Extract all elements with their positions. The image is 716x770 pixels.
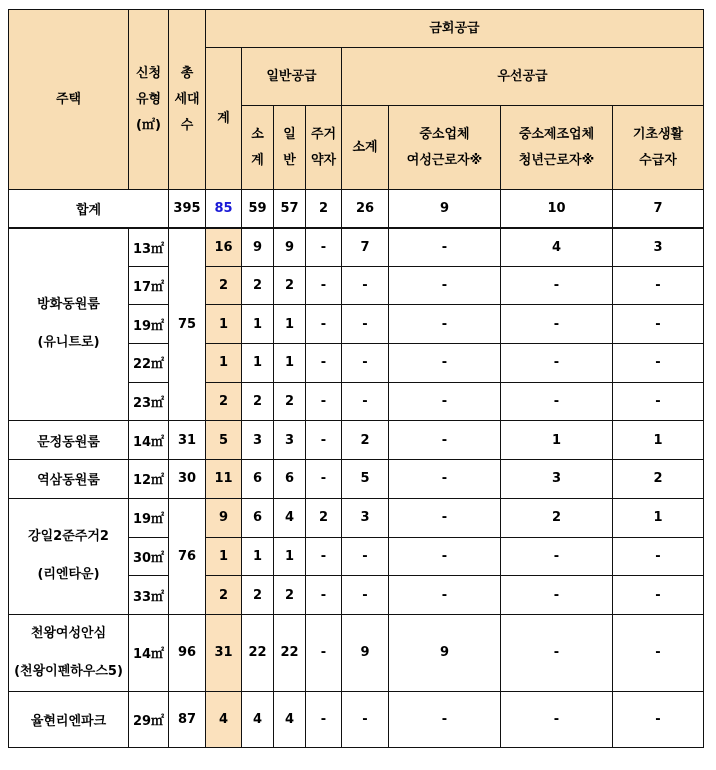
youth-cell: - [501, 344, 613, 383]
area-cell: 33㎡ [129, 576, 169, 615]
youth-cell: - [501, 576, 613, 615]
table-row [9, 228, 704, 267]
units-cell: 30 [169, 460, 206, 499]
vuln-cell: - [306, 382, 342, 421]
area-cell: 12㎡ [129, 460, 169, 499]
table-row-total [9, 190, 704, 228]
gen-cell: 4 [274, 498, 306, 537]
vuln-cell: - [306, 460, 342, 499]
area-cell: 30㎡ [129, 537, 169, 576]
total-cell: 11 [206, 460, 242, 499]
housing-name: 방화동원룸 (유니트로) [9, 228, 129, 421]
total-gen-sub: 59 [242, 190, 274, 228]
gen-cell: 1 [274, 344, 306, 383]
gen-cell: 22 [274, 614, 306, 691]
table-row [9, 614, 704, 691]
table-row [9, 421, 704, 460]
women-cell: - [389, 421, 501, 460]
vuln-cell: - [306, 305, 342, 344]
header-pri-sme-youth: 중소제조업체 청년근로자※ [501, 106, 613, 190]
youth-cell: 1 [501, 421, 613, 460]
total-cell: 9 [206, 498, 242, 537]
pri-sub-cell: - [342, 691, 389, 747]
vuln-cell: - [306, 537, 342, 576]
total-cell: 2 [206, 576, 242, 615]
pri-sub-cell: 7 [342, 228, 389, 267]
pri-sub-cell: - [342, 266, 389, 305]
total-count: 85 [206, 190, 242, 228]
gen-sub-cell: 4 [242, 691, 274, 747]
housing-name: 율현리엔파크 [9, 691, 129, 747]
header-apply-type: 신청 유형 (㎡) [129, 10, 169, 190]
units-cell: 75 [169, 228, 206, 421]
housing-name: 문정동원룸 [9, 421, 129, 460]
basic-cell: - [613, 382, 704, 421]
youth-cell: 3 [501, 460, 613, 499]
area-cell: 14㎡ [129, 614, 169, 691]
total-label: 합계 [9, 190, 169, 228]
header-priority-supply: 우선공급 [342, 48, 704, 106]
header-current-supply: 금회공급 [206, 10, 704, 48]
pri-sub-cell: - [342, 382, 389, 421]
total-gen: 57 [274, 190, 306, 228]
pri-sub-cell: 3 [342, 498, 389, 537]
gen-cell: 3 [274, 421, 306, 460]
women-cell: - [389, 228, 501, 267]
basic-cell: - [613, 305, 704, 344]
units-cell: 31 [169, 421, 206, 460]
youth-cell: - [501, 305, 613, 344]
pri-sub-cell: - [342, 537, 389, 576]
header-total: 계 [206, 48, 242, 190]
total-youth: 10 [501, 190, 613, 228]
total-cell: 1 [206, 344, 242, 383]
area-cell: 19㎡ [129, 305, 169, 344]
total-cell: 16 [206, 228, 242, 267]
vuln-cell: - [306, 344, 342, 383]
gen-sub-cell: 2 [242, 382, 274, 421]
gen-sub-cell: 1 [242, 344, 274, 383]
basic-cell: 1 [613, 421, 704, 460]
gen-cell: 2 [274, 266, 306, 305]
total-cell: 5 [206, 421, 242, 460]
area-cell: 23㎡ [129, 382, 169, 421]
vuln-cell: - [306, 691, 342, 747]
gen-cell: 9 [274, 228, 306, 267]
housing-name: 강일2준주거2 (리엔타운) [9, 498, 129, 614]
vuln-cell: 2 [306, 498, 342, 537]
gen-sub-cell: 2 [242, 266, 274, 305]
area-cell: 19㎡ [129, 498, 169, 537]
women-cell: 9 [389, 614, 501, 691]
youth-cell: - [501, 691, 613, 747]
units-cell: 87 [169, 691, 206, 747]
header-gen-vulnerable: 주거 약자 [306, 106, 342, 190]
pri-sub-cell: 2 [342, 421, 389, 460]
area-cell: 22㎡ [129, 344, 169, 383]
area-cell: 29㎡ [129, 691, 169, 747]
housing-supply-table [8, 9, 704, 748]
header-total-units: 총 세대 수 [169, 10, 206, 190]
area-cell: 14㎡ [129, 421, 169, 460]
total-pri-sub: 26 [342, 190, 389, 228]
vuln-cell: - [306, 614, 342, 691]
header-pri-subtotal: 소계 [342, 106, 389, 190]
header-gen-subtotal: 소 계 [242, 106, 274, 190]
basic-cell: - [613, 614, 704, 691]
women-cell: - [389, 266, 501, 305]
basic-cell: 3 [613, 228, 704, 267]
total-cell: 1 [206, 305, 242, 344]
basic-cell: - [613, 576, 704, 615]
gen-cell: 6 [274, 460, 306, 499]
basic-cell: - [613, 266, 704, 305]
total-vuln: 2 [306, 190, 342, 228]
women-cell: - [389, 460, 501, 499]
gen-sub-cell: 22 [242, 614, 274, 691]
women-cell: - [389, 498, 501, 537]
basic-cell: - [613, 691, 704, 747]
pri-sub-cell: 9 [342, 614, 389, 691]
vuln-cell: - [306, 576, 342, 615]
table-row [9, 460, 704, 499]
gen-sub-cell: 9 [242, 228, 274, 267]
gen-cell: 1 [274, 305, 306, 344]
gen-sub-cell: 2 [242, 576, 274, 615]
youth-cell: - [501, 266, 613, 305]
youth-cell: - [501, 614, 613, 691]
header-general-supply: 일반공급 [242, 48, 342, 106]
total-women: 9 [389, 190, 501, 228]
total-basic: 7 [613, 190, 704, 228]
pri-sub-cell: - [342, 576, 389, 615]
gen-sub-cell: 6 [242, 498, 274, 537]
total-cell: 1 [206, 537, 242, 576]
header-pri-sme-women: 중소업체 여성근로자※ [389, 106, 501, 190]
area-cell: 13㎡ [129, 228, 169, 267]
table-row [9, 498, 704, 537]
pri-sub-cell: 5 [342, 460, 389, 499]
table-row [9, 691, 704, 747]
total-cell: 31 [206, 614, 242, 691]
gen-cell: 2 [274, 576, 306, 615]
women-cell: - [389, 305, 501, 344]
total-cell: 2 [206, 382, 242, 421]
units-cell: 96 [169, 614, 206, 691]
youth-cell: - [501, 382, 613, 421]
pri-sub-cell: - [342, 305, 389, 344]
women-cell: - [389, 691, 501, 747]
women-cell: - [389, 382, 501, 421]
area-cell: 17㎡ [129, 266, 169, 305]
total-cell: 4 [206, 691, 242, 747]
header-housing: 주택 [9, 10, 129, 190]
gen-sub-cell: 1 [242, 537, 274, 576]
basic-cell: - [613, 344, 704, 383]
women-cell: - [389, 537, 501, 576]
gen-cell: 2 [274, 382, 306, 421]
youth-cell: 4 [501, 228, 613, 267]
gen-cell: 1 [274, 537, 306, 576]
housing-name: 천왕여성안심 (천왕이펜하우스5) [9, 614, 129, 691]
gen-sub-cell: 3 [242, 421, 274, 460]
women-cell: - [389, 576, 501, 615]
gen-sub-cell: 1 [242, 305, 274, 344]
gen-cell: 4 [274, 691, 306, 747]
header-gen-general: 일 반 [274, 106, 306, 190]
total-units: 395 [169, 190, 206, 228]
housing-name: 역삼동원룸 [9, 460, 129, 499]
vuln-cell: - [306, 421, 342, 460]
units-cell: 76 [169, 498, 206, 614]
basic-cell: 1 [613, 498, 704, 537]
youth-cell: 2 [501, 498, 613, 537]
basic-cell: 2 [613, 460, 704, 499]
vuln-cell: - [306, 266, 342, 305]
pri-sub-cell: - [342, 344, 389, 383]
basic-cell: - [613, 537, 704, 576]
gen-sub-cell: 6 [242, 460, 274, 499]
total-cell: 2 [206, 266, 242, 305]
women-cell: - [389, 344, 501, 383]
table-header [9, 10, 704, 190]
vuln-cell: - [306, 228, 342, 267]
header-pri-basic-livelihood: 기초생활 수급자 [613, 106, 704, 190]
table-body [9, 190, 704, 748]
youth-cell: - [501, 537, 613, 576]
